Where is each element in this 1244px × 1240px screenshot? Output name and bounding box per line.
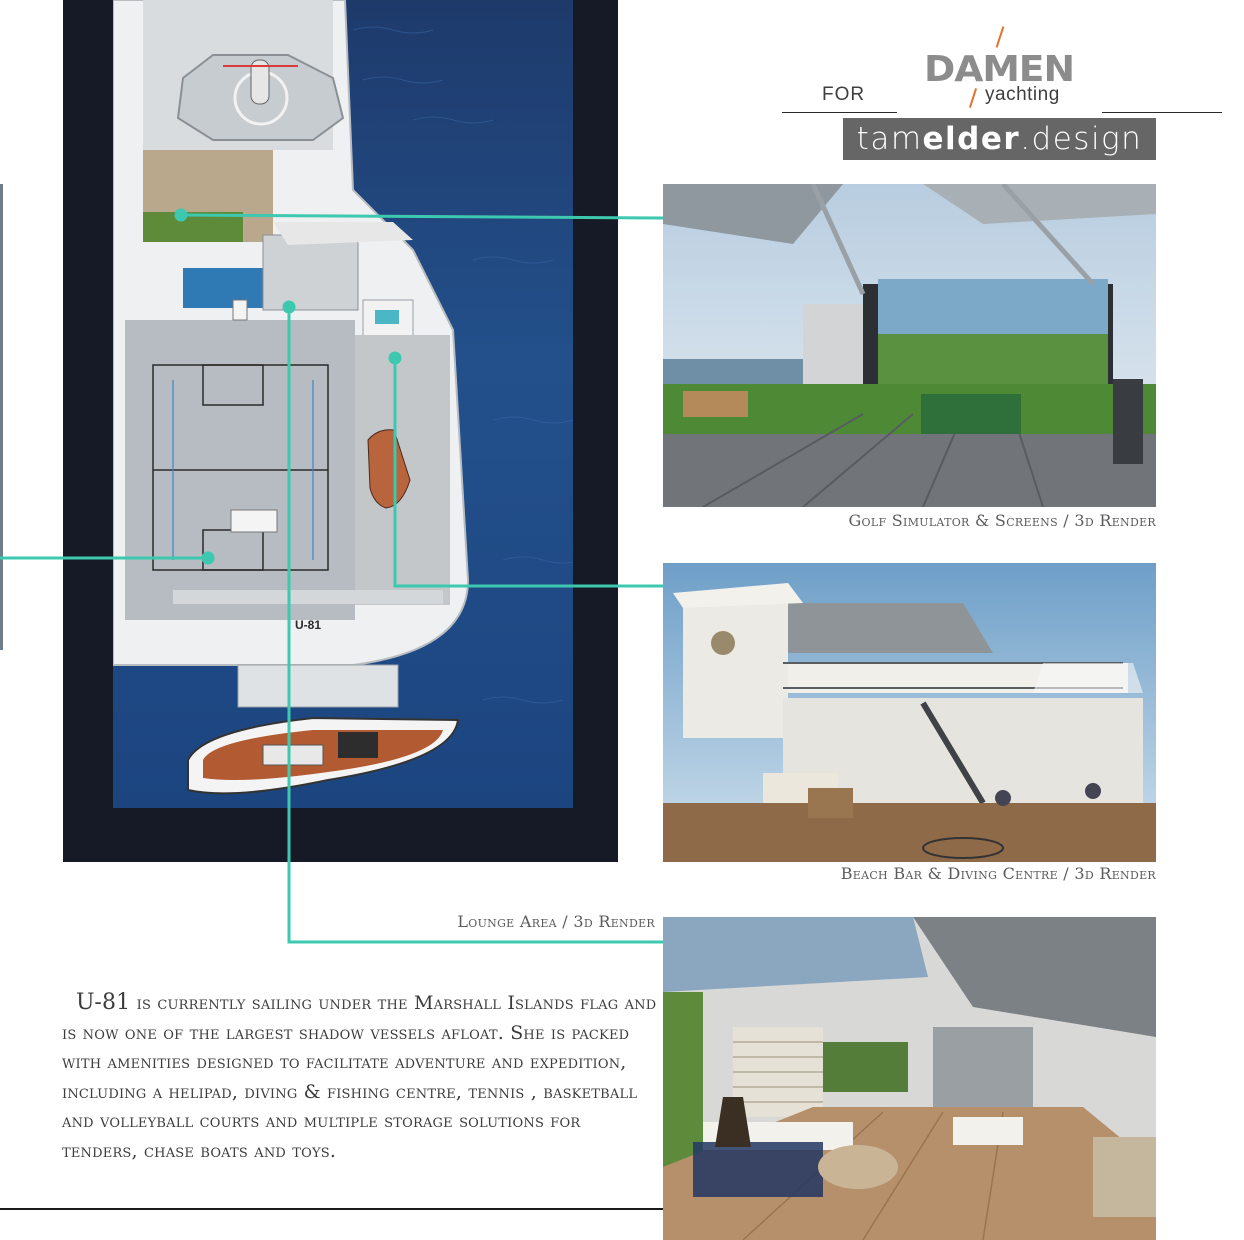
hull-label: U-81 [295,618,322,632]
for-label: FOR [822,84,866,105]
lounge-marker-dot [283,301,296,314]
court-marker-dot [202,552,215,565]
golf-marker-dot [175,209,188,222]
svg-text:DAMEN: DAMEN [924,50,1074,84]
description-lead: U-81 [76,990,131,1015]
brand-suffix: .design [1020,121,1143,157]
description-text: is currently sailing under the Marshall Islands flag and is now one of the largest shadow vessels afloat. She is packed with amenities designed to facilitate adventure and expedition, including a helipad, diving & fishing centre, tennis , basketball and volleyball courts and multiple storage solutions for tenders, chase boats and toys. [62,992,657,1162]
description-paragraph [62,988,662,1167]
golf-caption: Golf Simulator & Screens / 3d Render [848,511,1156,530]
brand-prefix: tam [856,121,923,157]
beach-bar-caption: Beach Bar & Diving Centre / 3d Render [840,864,1156,883]
lounge-caption: Lounge Area / 3d Render [457,912,655,931]
bottom-rule [0,1208,663,1210]
beach-bar-marker-dot [389,352,402,365]
yachting-label: yachting [985,84,1060,105]
brand-bold: elder [922,121,1021,157]
